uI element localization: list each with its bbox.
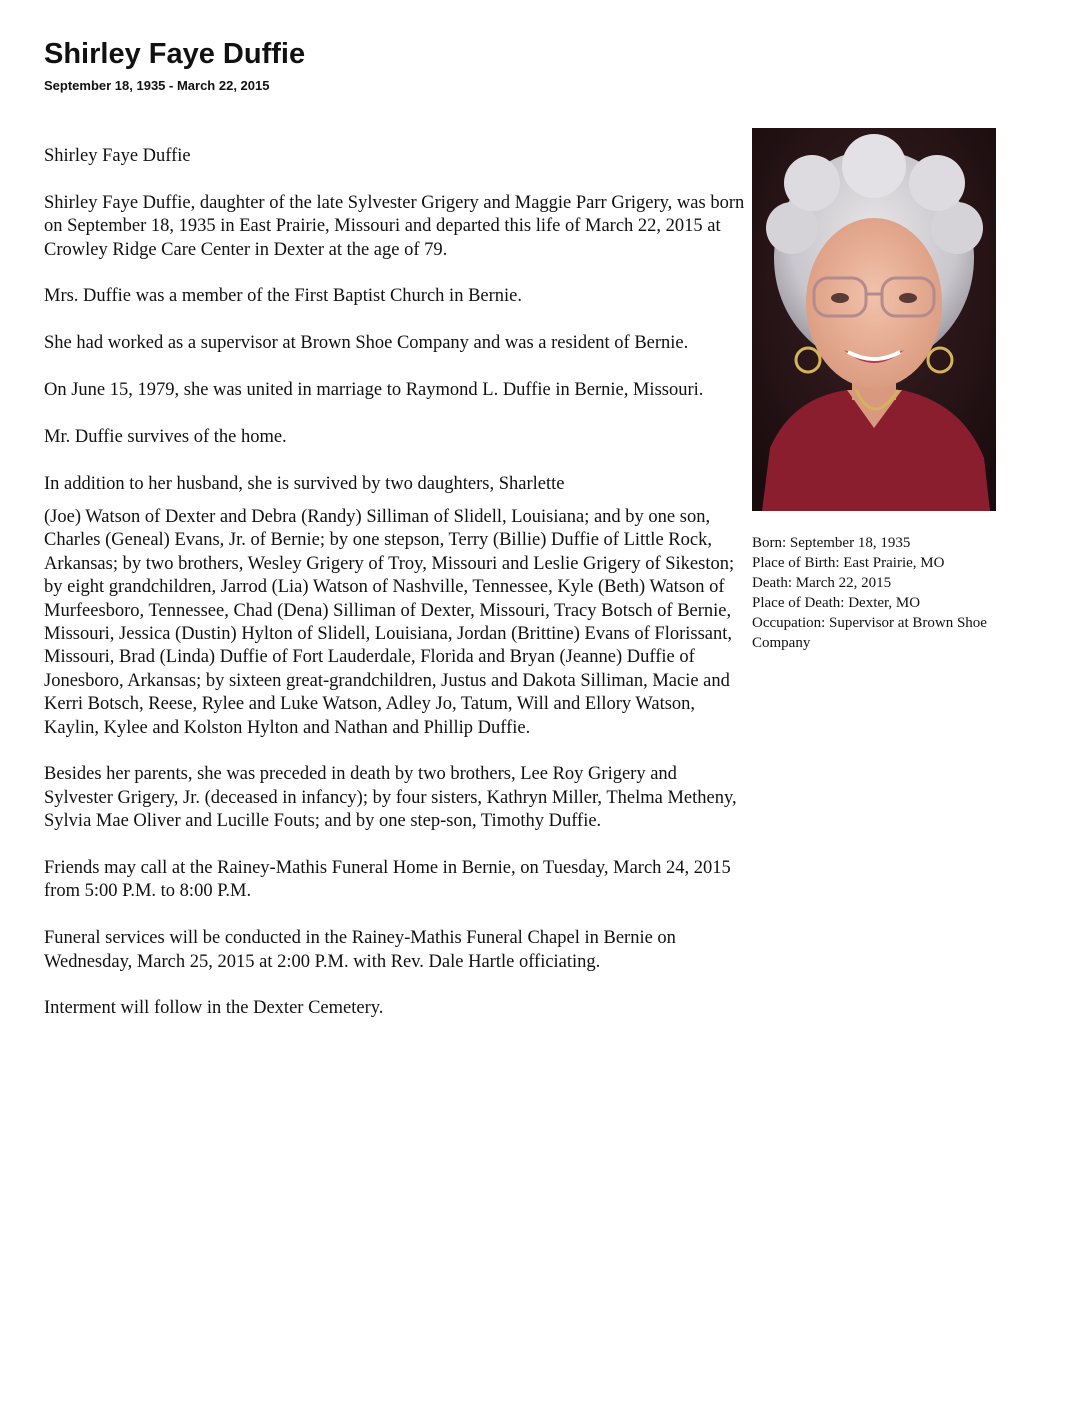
obituary-paragraph: In addition to her husband, she is survived by two daughters, Sharlette xyxy=(44,473,565,494)
page-title: Shirley Faye Duffie xyxy=(44,38,306,70)
obituary-paragraph: Shirley Faye Duffie, daughter of the late Sylvester Grigery and Maggie Parr Grigery, was born on September 18, 1935 in East Prairie, Missouri and departed this life of March 22, 2015 at Crowley Ridge Care Center in Dexter at the age of 79. xyxy=(44,192,745,260)
place-of-death-info: Place of Death: Dexter, MO xyxy=(752,595,921,611)
place-of-birth-info: Place of Birth: East Prairie, MO xyxy=(752,555,945,571)
obituary-paragraph: Shirley Faye Duffie xyxy=(44,146,191,166)
occupation-info: Occupation: Supervisor at Brown Shoe Company xyxy=(752,615,987,651)
obituary-paragraph: Mrs. Duffie was a member of the First Baptist Church in Bernie. xyxy=(44,286,523,307)
life-dates: September 18, 1935 - March 22, 2015 xyxy=(44,78,270,93)
portrait-illustration xyxy=(752,128,996,511)
obituary-paragraph: Funeral services will be conducted in the Rainey-Mathis Funeral Chapel in Bernie on Wednesday, March 25, 2015 at 2:00 P.M. with Rev. Dale Hartle officiating. xyxy=(44,928,676,972)
obituary-header xyxy=(44,36,944,95)
obituary-paragraph: She had worked as a supervisor at Brown Shoe Company and was a resident of Bernie. xyxy=(44,333,689,354)
obituary-paragraph: On June 15, 1979, she was united in marriage to Raymond L. Duffie in Bernie, Missouri. xyxy=(44,380,704,400)
born-info: Born: September 18, 1935 xyxy=(752,535,911,551)
portrait-photo xyxy=(752,128,996,511)
vital-info xyxy=(752,533,1002,653)
death-info: Death: March 22, 2015 xyxy=(752,575,892,591)
obituary-paragraph: Mr. Duffie survives of the home. xyxy=(44,426,287,447)
obituary-paragraph: Besides her parents, she was preceded in death by two brothers, Lee Roy Grigery and Sylvester Grigery, Jr. (deceased in infancy); by four sisters, Kathryn Miller, Thelma Metheny, Sylvia Mae Oliver and Lucille Fouts; and by one step-son, Timothy Duffie. xyxy=(44,764,737,832)
obituary-paragraph: Friends may call at the Rainey-Mathis Funeral Home in Bernie, on Tuesday, March 24, 2015 from 5:00 P.M. to 8:00 P.M. xyxy=(44,858,731,902)
obituary-body xyxy=(44,145,749,1044)
obituary-paragraph: (Joe) Watson of Dexter and Debra (Randy) Silliman of Slidell, Louisiana; and by one son, Charles (Geneal) Evans, Jr. of Bernie; by one stepson, Terry (Billie) Duffie of Little Rock, Arkansas; by two brothers, Wesley Grigery of Troy, Missouri and Leslie Grigery of Sikeston; by eight grandchildren, Jarrod (Lia) Watson of Nashville, Tennessee, Kyle (Beth) Watson of Murfeesboro, Tennessee, Chad (Dena) Silliman of Dexter, Missouri, Tracy Botsch of Bernie, Missouri, Jessica (Dustin) Hylton of Slidell, Louisiana, Jordan (Brittine) Evans of Florissant, Missouri, Brad (Linda) Duffie of Fort Lauderdale, Florida and Bryan (Jeanne) Duffie of Jonesboro, Arkansas; by sixteen great-grandchildren, Justus and Dakota Silliman, Macie and Kerri Botsch, Reese, Rylee and Luke Watson, Adley Jo, Tatum, Will and Ellory Watson, Kaylin, Kylee and Kolston Hylton and Nathan and Phillip Duffie. xyxy=(44,507,735,738)
obituary-paragraph: Interment will follow in the Dexter Cemetery. xyxy=(44,998,384,1019)
